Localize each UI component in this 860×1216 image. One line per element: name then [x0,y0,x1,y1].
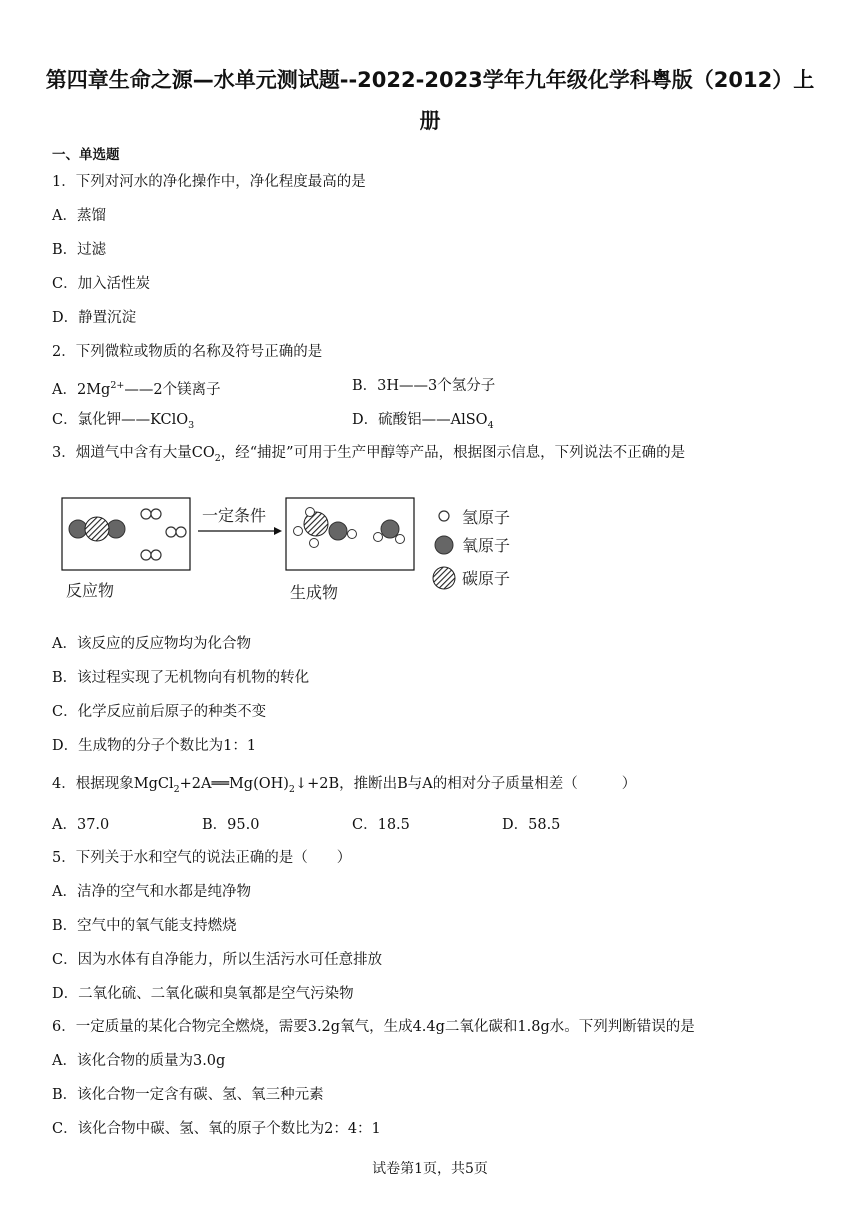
q6-stem: 6．一定质量的某化合物完全燃烧，需要3.2g氧气，生成4.4g二氧化碳和1.8g水。下列判断错误的是 [52,1019,695,1035]
q2-option-b: B．3H——3个氢分子 [352,378,496,394]
q2-option-a: A．$2Mg^{2+}——2$个镁离子 [52,380,221,398]
q4-option-b: B．95.0 [202,817,260,833]
water-molecule [374,520,405,544]
q3-option-b: B．该过程实现了无机物向有机物的转化 [52,670,310,686]
q3-option-d: D．生成物的分子个数比为1：1 [52,738,257,754]
q4-stem: 4．根据现象$MgCl_2+2A══Mg(OH)_2↓+2B$，推断出B与A的相对分子质量相差（ ） [52,776,637,795]
section-heading: 一、单选题 [52,147,120,163]
q2-option-d: D．硫酸铝——AlSO$_4$ [352,412,494,431]
reaction-diagram [52,488,532,608]
page-footer: 试卷第1页，共5页 [372,1161,488,1177]
exam-title-line1: 第四章生命之源—水单元测试题--2022-2023学年九年级化学科粤版（2012）上 [45,68,815,92]
q1-option-c: C．加入活性炭 [52,276,151,292]
q1-option-d: D．静置沉淀 [52,310,137,326]
q4-option-a: A．37.0 [52,817,110,833]
q6-option-b: B．该化合物一定含有碳、氢、氧三种元素 [52,1087,324,1103]
arrow-condition: 一定条件 [202,506,267,525]
h2-molecule [141,509,186,560]
q1-option-b: B．过滤 [52,242,107,258]
q5-option-a: A．洁净的空气和水都是纯净物 [52,884,251,900]
q3-stem: 3．烟道气中含有大量$CO_2$，经“捕捉”可用于生产甲醇等产品，根据图示信息，下列说法不正确的是 [52,445,686,464]
methanol-molecule [294,508,357,548]
q5-option-c: C．因为水体有自净能力，所以生活污水可任意排放 [52,952,383,968]
legend-oxygen-icon [435,536,453,554]
q1-option-a: A．蒸馏 [52,208,106,224]
q3-option-a: A．该反应的反应物均为化合物 [52,636,251,652]
q1-stem: 1．下列对河水的净化操作中，净化程度最高的是 [52,174,366,190]
co2-molecule [69,517,125,541]
exam-title-line2: 册 [419,109,441,133]
q5-stem: 5．下列关于水和空气的说法正确的是（ ） [52,850,352,866]
q2-option-c: C．氯化钾——KClO$_3$ [52,412,195,431]
legend-hydrogen: 氢原子 [462,508,511,527]
product-label: 生成物 [290,583,339,602]
q6-option-a: A．该化合物的质量为3.0g [52,1053,226,1069]
legend-oxygen: 氧原子 [462,536,511,555]
q4-option-d: D．58.5 [502,817,561,833]
q5-option-b: B．空气中的氧气能支持燃烧 [52,918,237,934]
q5-option-d: D．二氧化硫、二氧化碳和臭氧都是空气污染物 [52,986,354,1002]
q2-stem: 2．下列微粒或物质的名称及符号正确的是 [52,344,323,360]
legend-carbon: 碳原子 [462,569,511,588]
legend-hydrogen-icon [439,511,449,521]
q3-option-c: C．化学反应前后原子的种类不变 [52,704,267,720]
q4-option-c: C．18.5 [352,817,410,833]
reactant-label: 反应物 [66,581,115,600]
legend-carbon-icon [433,567,455,589]
q6-option-c: C．该化合物中碳、氢、氧的原子个数比为2：4：1 [52,1121,381,1137]
